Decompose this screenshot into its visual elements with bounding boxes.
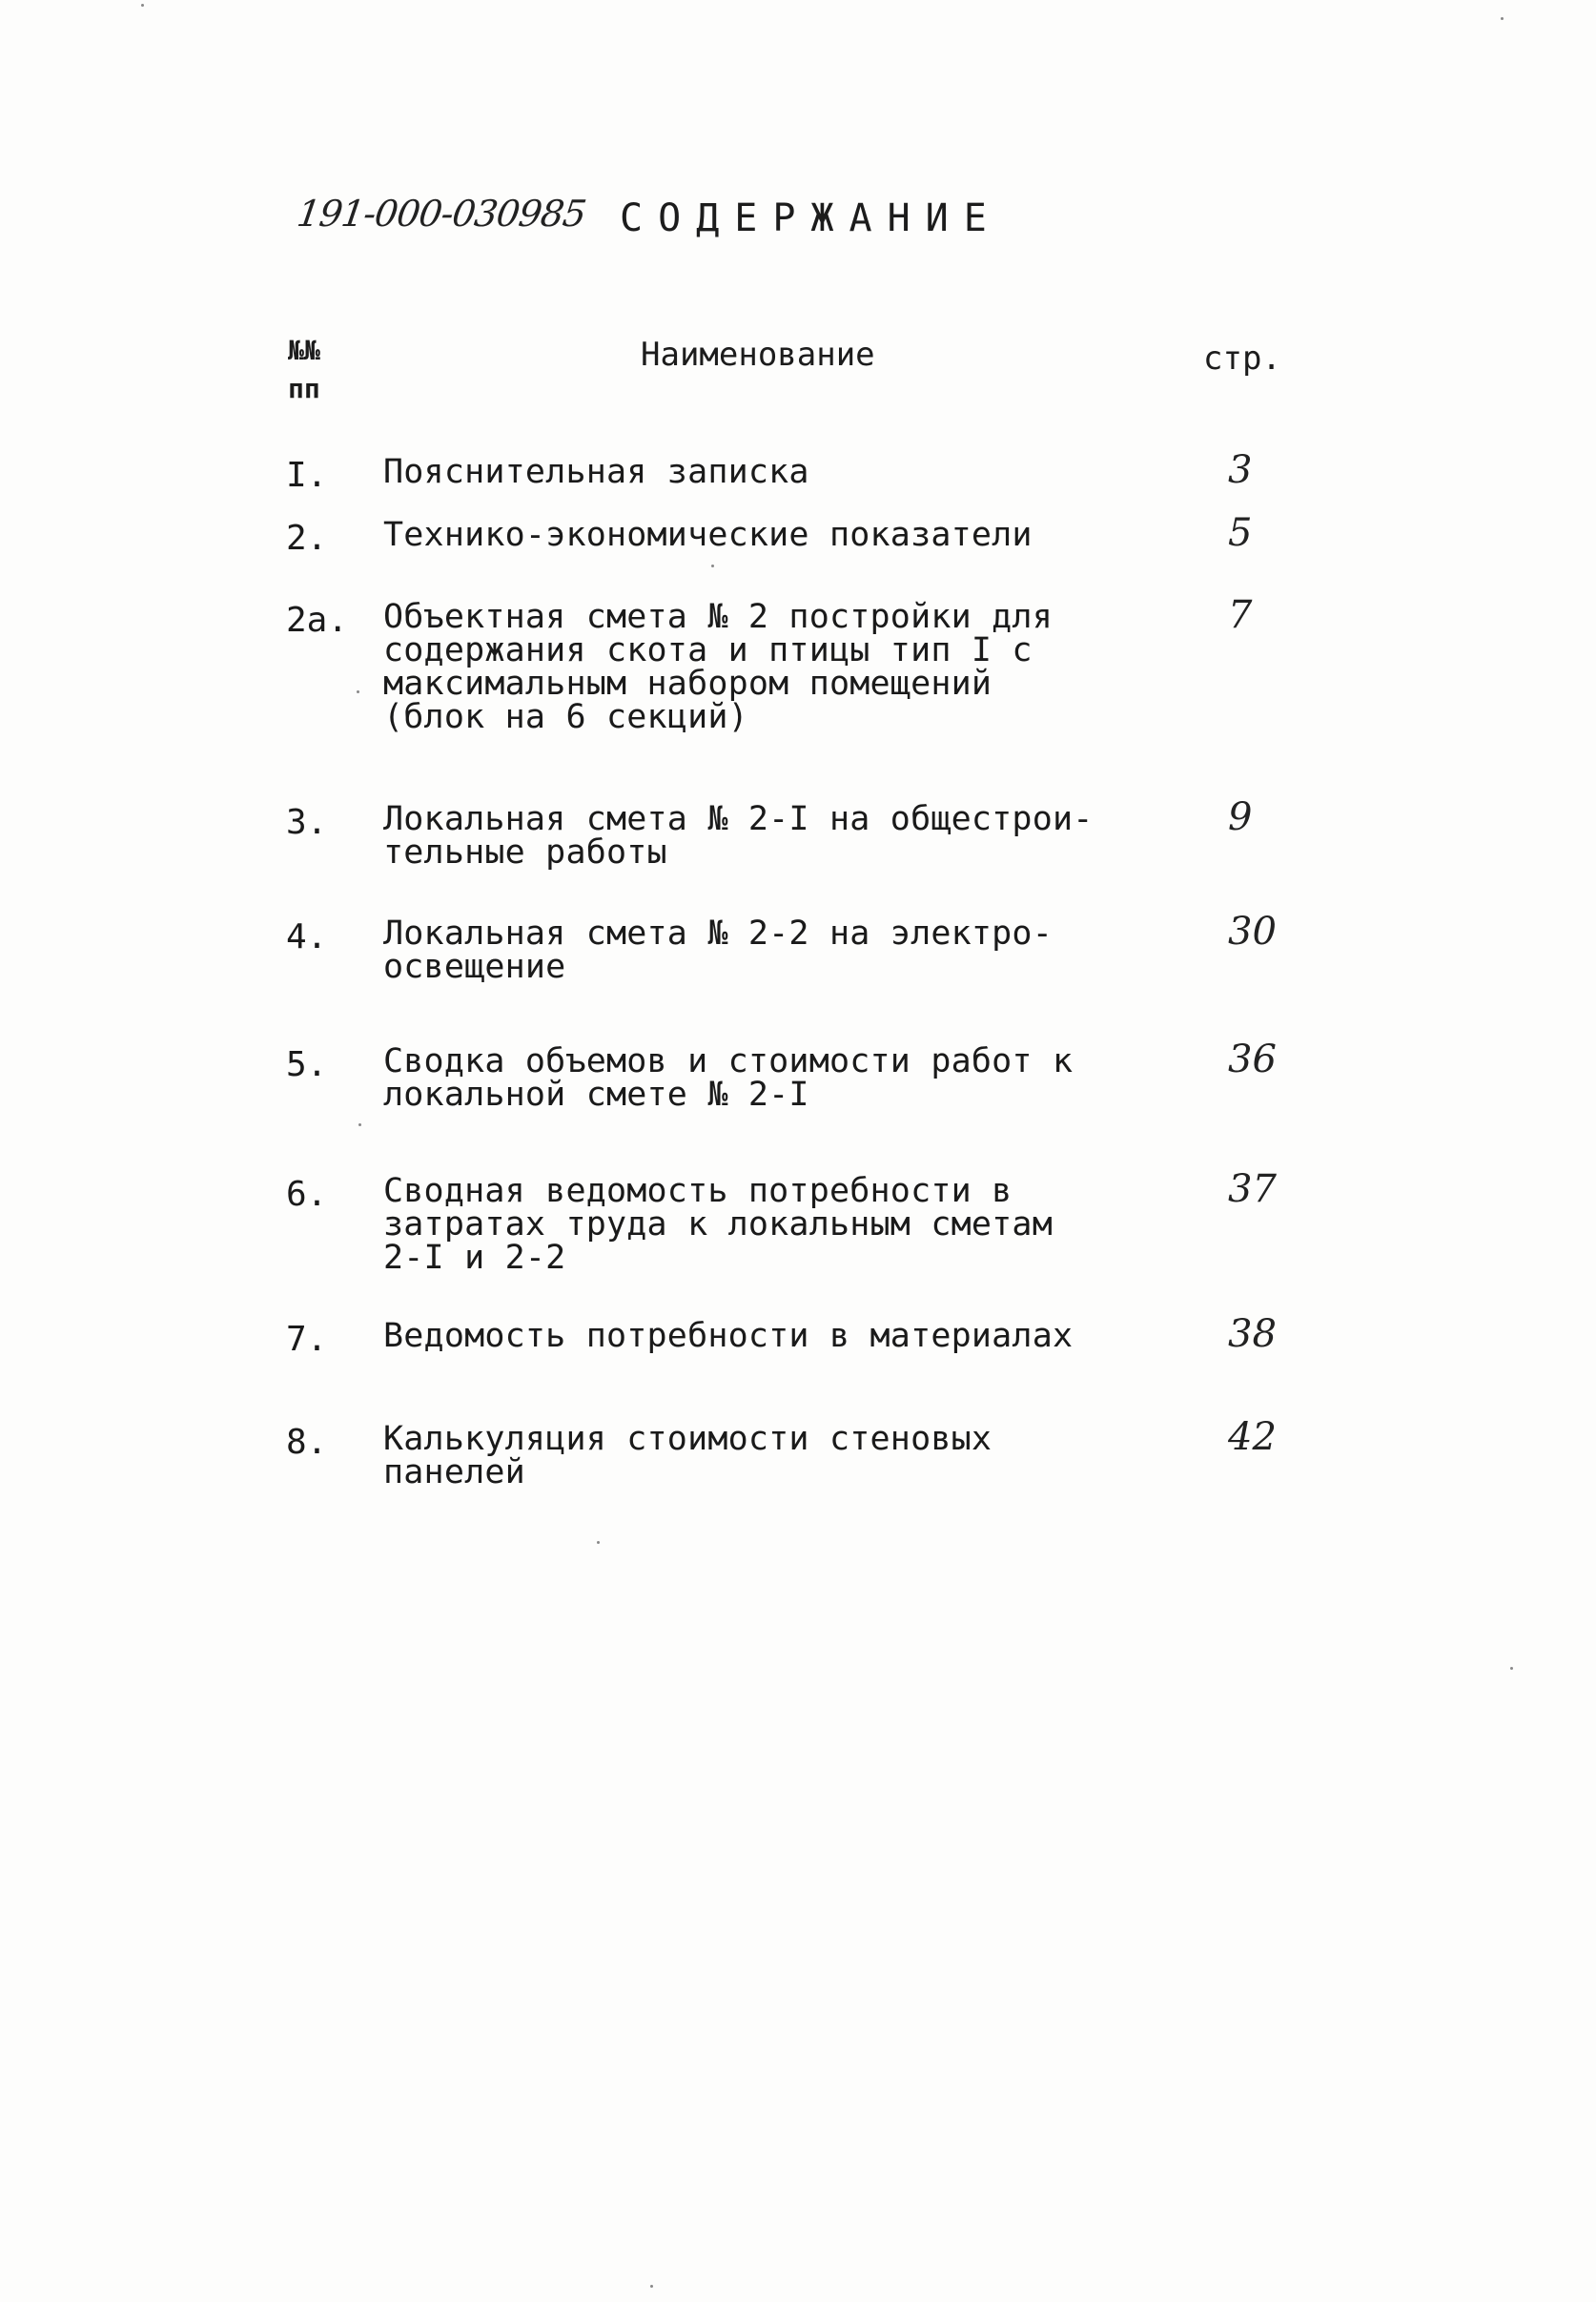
entry-name: Ведомость потребности в материалах	[383, 1317, 1074, 1355]
entry-name: Пояснительная записка	[383, 453, 809, 491]
entry-name: Сводка объемов и стоимости работ к локальной смете № 2-I	[383, 1042, 1074, 1114]
document-code: 191-000-030985	[294, 193, 588, 235]
column-header-number: №№ пп	[288, 335, 320, 404]
scan-speck	[711, 565, 714, 567]
entry-name: Технико-экономические показатели	[383, 516, 1033, 554]
entry-page: 37	[1228, 1167, 1277, 1211]
scan-speck	[357, 690, 359, 693]
entry-number: 8.	[286, 1423, 328, 1462]
entry-page: 42	[1228, 1415, 1277, 1459]
entry-number: 3.	[286, 803, 328, 842]
entry-page: 9	[1228, 795, 1253, 839]
scan-speck	[650, 2285, 653, 2288]
entry-name: Локальная смета № 2-I на общестрои- тельные работы	[383, 800, 1094, 872]
entry-name: Сводная ведомость потребности в затратах труда к локальным сметам 2-I и 2-2	[383, 1172, 1053, 1277]
entry-page: 36	[1228, 1038, 1277, 1081]
entry-number: 7.	[286, 1320, 328, 1359]
entry-number: 5.	[286, 1045, 328, 1084]
scan-speck	[1510, 1667, 1513, 1670]
entry-page: 7	[1228, 593, 1253, 637]
scan-speck	[1501, 17, 1504, 20]
scan-speck	[141, 4, 144, 7]
entry-name: Калькуляция стоимости стеновых панелей	[383, 1420, 992, 1491]
entry-number: I.	[286, 456, 328, 495]
entry-name: Объектная смета № 2 постройки для содержания скота и птицы тип I с максимальным набором помещений (блок на 6 секций)	[383, 598, 1053, 736]
entry-number: 6.	[286, 1175, 328, 1214]
entry-number: 4.	[286, 917, 328, 956]
entry-name: Локальная смета № 2-2 на электро- освещение	[383, 915, 1053, 986]
page-title: СОДЕРЖАНИЕ	[620, 196, 1002, 240]
scan-speck	[358, 1123, 361, 1126]
entry-number: 2а.	[286, 601, 349, 640]
column-header-name: Наименование	[641, 336, 875, 374]
column-header-page: стр.	[1203, 339, 1281, 378]
entry-page: 5	[1228, 511, 1253, 555]
entry-page: 38	[1228, 1312, 1277, 1356]
scan-speck	[597, 1541, 600, 1544]
entry-page: 3	[1228, 448, 1253, 492]
entry-page: 30	[1228, 910, 1277, 954]
entry-number: 2.	[286, 519, 328, 558]
